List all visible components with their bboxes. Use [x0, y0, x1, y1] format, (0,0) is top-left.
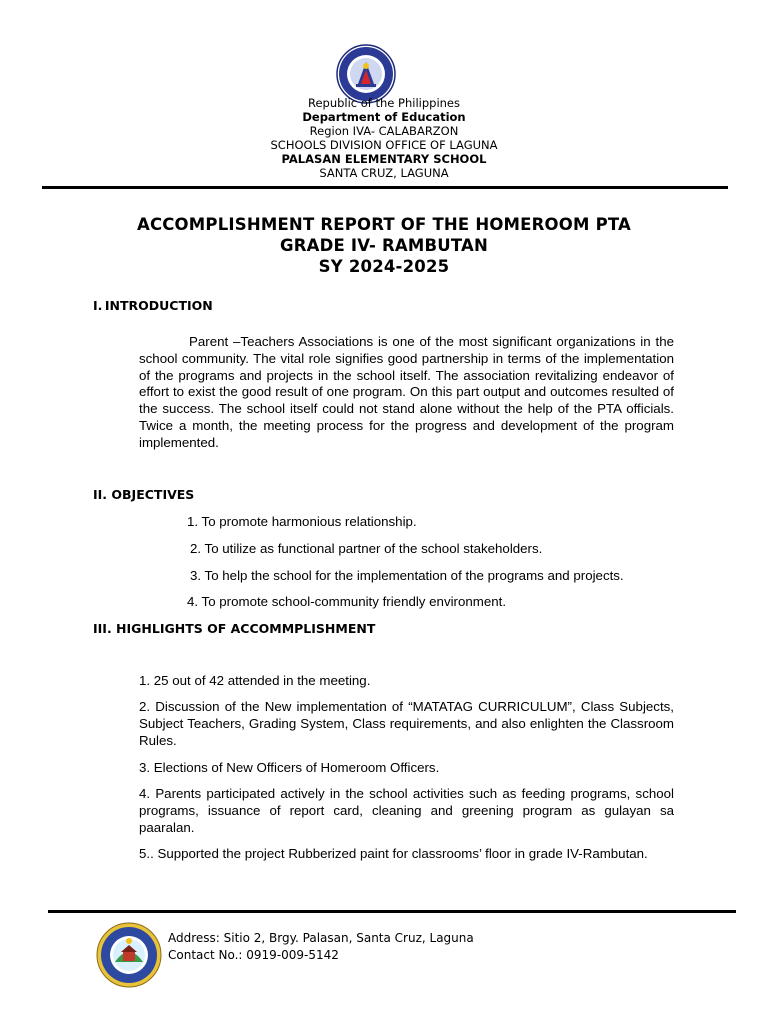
header-divider [42, 186, 728, 189]
department-line: Department of Education [302, 110, 466, 124]
deped-seal-icon [336, 44, 396, 104]
objectives-heading: II. OBJECTIVES [93, 487, 195, 502]
objective-item: 4. To promote school-community friendly environment. [187, 594, 507, 609]
region-line: Region IVA- CALABARZON [309, 124, 459, 138]
report-grade: GRADE IV- RAMBUTAN [279, 236, 489, 255]
objective-item: 2. To utilize as functional partner of the school stakeholders. [190, 541, 543, 556]
highlight-item: 4. Parents participated actively in the school activities such as feeding programs, school programs, issuance of report card, cleaning and greening program as gulayan sa paaralan. [139, 786, 674, 835]
republic-line: Republic of the Philippines [307, 96, 461, 110]
division-line: SCHOOLS DIVISION OFFICE OF LAGUNA [270, 138, 498, 152]
school-logo-icon [96, 922, 162, 988]
objective-item: 3. To help the school for the implementation of the programs and projects. [190, 568, 624, 583]
report-school-year: SY 2024-2025 [318, 257, 450, 276]
objective-item: 1. To promote harmonious relationship. [187, 514, 417, 529]
school-logo [96, 922, 162, 988]
highlight-item: 1. 25 out of 42 attended in the meeting. [139, 673, 371, 688]
introduction-paragraph: Parent –Teachers Associations is one of the most significant organizations in the school community. The vital role signifies good partnership in terms of the implementation of the programs and projects in the school itself. The association revitalizing endeavor of effort to exist the good result of one program. On this part output and outcomes resulted of the success. The school itself could not stand alone without the help of the PTA officials. Twice a month, the meeting process for the progress and development of the program implemented. [139, 334, 674, 450]
highlight-item: 3. Elections of New Officers of Homeroom Officers. [139, 760, 440, 775]
report-title: ACCOMPLISHMENT REPORT OF THE HOMEROOM PTA [136, 215, 632, 234]
location-line: SANTA CRUZ, LAGUNA [319, 166, 449, 180]
introduction-heading: I. INTRODUCTION [93, 298, 213, 313]
footer-address: Address: Sitio 2, Brgy. Palasan, Santa Cruz, Laguna [168, 931, 474, 945]
school-line: PALASAN ELEMENTARY SCHOOL [281, 152, 487, 166]
highlight-item: 5.. Supported the project Rubberized paint for classrooms’ floor in grade IV-Rambutan. [139, 846, 648, 861]
deped-seal [336, 44, 396, 104]
highlights-heading: III. HIGHLIGHTS OF ACCOMMPLISHMENT [93, 621, 376, 636]
footer-divider [48, 910, 736, 913]
footer-contact: Contact No.: 0919-009-5142 [168, 948, 339, 962]
highlight-item: 2. Discussion of the New implementation of “MATATAG CURRICULUM”, Class Subjects, Subject Teachers, Grading System, Class requirements, and also enlighten the Classroom Rules. [139, 699, 674, 748]
